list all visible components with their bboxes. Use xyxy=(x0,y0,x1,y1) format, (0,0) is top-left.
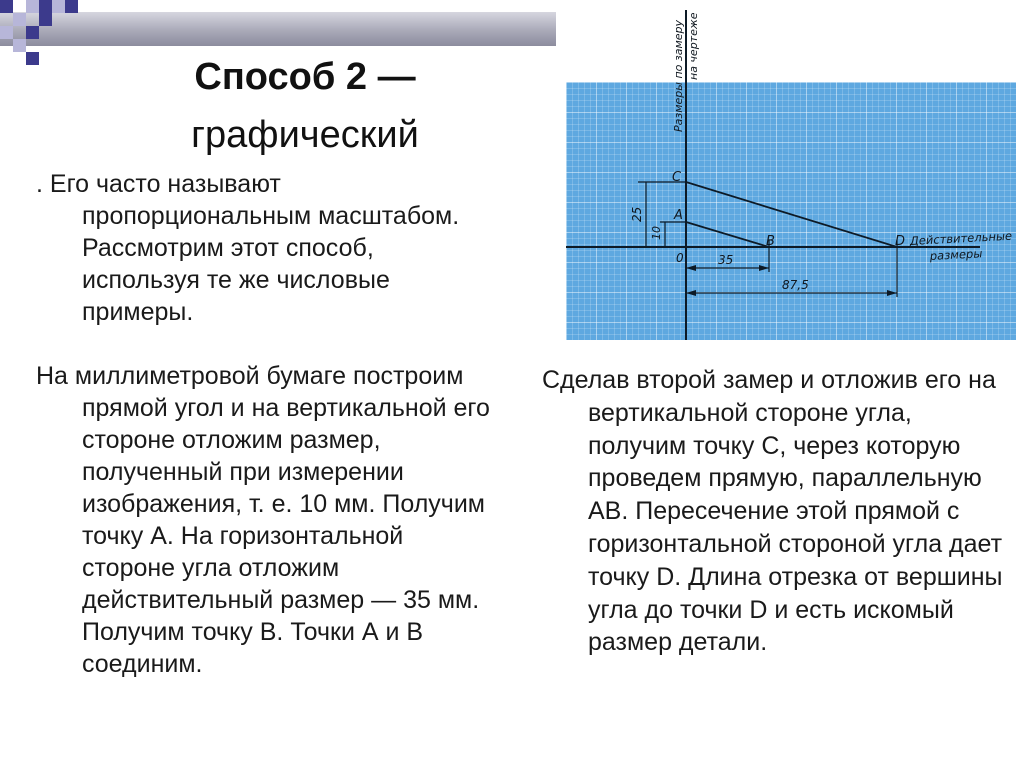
origin-label: 0 xyxy=(676,251,684,265)
slide-title xyxy=(140,48,470,164)
dimension-875-label: 87,5 xyxy=(782,278,809,292)
dimension-25-label: 25 xyxy=(630,206,644,222)
header-bar xyxy=(0,12,556,46)
right-paragraph: Сделав второй замер и отложив его на вертикальной стороне угла, получим точку С, через которую проведем прямую, параллельную АВ. Пересечение этой прямой с горизонтальной стороной угла дает точку D. Длина отрезка от вершины угла до точки D и есть искомый размер детали. xyxy=(542,366,1003,657)
arrowhead xyxy=(759,265,769,271)
left-text-block xyxy=(36,168,496,680)
header-square xyxy=(39,0,52,13)
left-paragraph-1: . Его часто называют пропорциональным масштабом. Рассмотрим этот способ, используя те же числовые примеры. xyxy=(36,170,460,326)
line-cd xyxy=(686,182,897,247)
point-a-label: A xyxy=(674,208,683,223)
header-square xyxy=(26,26,39,39)
point-c-label: C xyxy=(672,170,682,185)
header-square xyxy=(13,39,26,52)
arrowhead xyxy=(887,290,897,296)
point-d-label: D xyxy=(895,234,906,249)
arrowhead xyxy=(686,265,696,271)
vertical-axis-label-1: Размеры по замеру xyxy=(672,19,685,132)
vertical-axis-label-2: на чертеже xyxy=(687,12,700,80)
header-square xyxy=(0,26,13,39)
header-square xyxy=(52,0,65,13)
arrowhead xyxy=(686,290,696,296)
title-line-1: Способ 2 — xyxy=(194,56,416,98)
header-square xyxy=(26,52,39,65)
header-square xyxy=(0,0,13,13)
header-square xyxy=(39,13,52,26)
construction-drawing xyxy=(540,0,1024,345)
dimension-35-label: 35 xyxy=(718,253,734,267)
line-ab xyxy=(686,222,769,247)
header-square xyxy=(13,13,26,26)
header-square xyxy=(65,0,78,13)
horizontal-axis-label-2: размеры xyxy=(929,246,983,263)
header-square xyxy=(26,0,39,13)
dimension-10-label: 10 xyxy=(650,226,663,240)
title-line-2: графический xyxy=(191,114,419,156)
right-text-block xyxy=(542,364,1014,659)
left-paragraph-2: На миллиметровой бумаге построим прямой угол и на вертикальной его стороне отложим размер, полученный при измерении изображения, т. е. 10 мм. Получим точку А. На горизонтальной стороне угла отложим действительный размер — 35 мм. Получим точку В. Точки А и В соединим. xyxy=(36,362,490,678)
point-b-label: B xyxy=(766,234,775,249)
horizontal-axis-label-1: Действительные xyxy=(909,228,1013,248)
